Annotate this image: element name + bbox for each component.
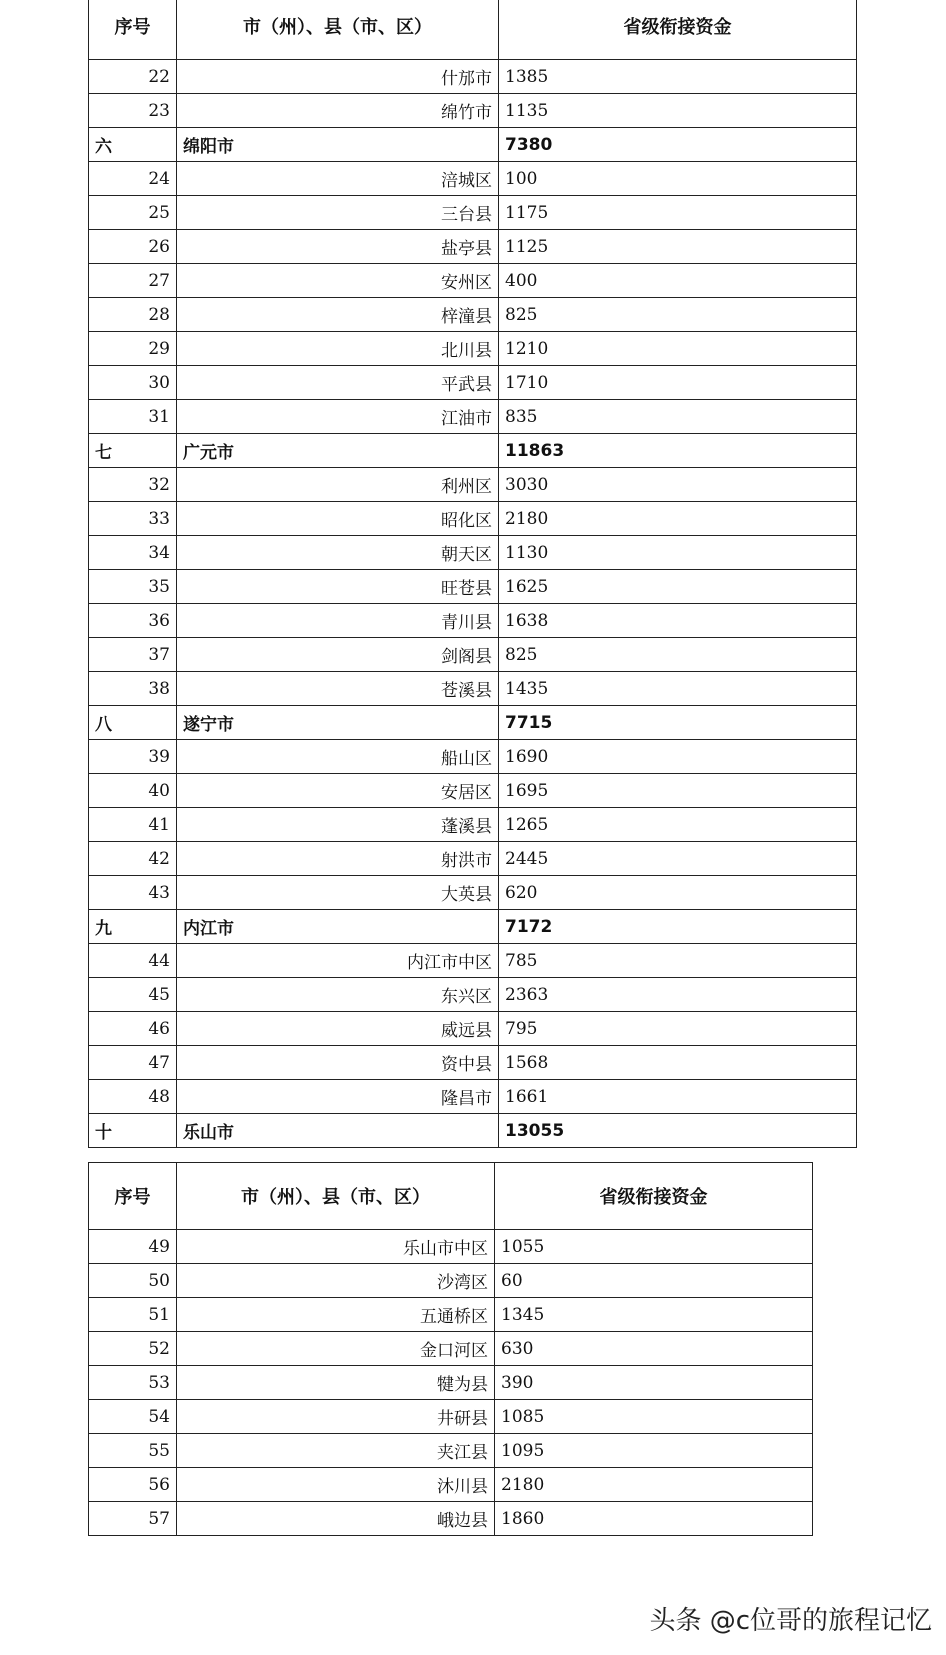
name-cell: 北川县 bbox=[177, 332, 499, 366]
name-cell: 梓潼县 bbox=[177, 298, 499, 332]
seq-cell: 54 bbox=[89, 1400, 177, 1434]
seq-cell: 56 bbox=[89, 1468, 177, 1502]
seq-cell: 50 bbox=[89, 1264, 177, 1298]
name-cell: 广元市 bbox=[177, 434, 499, 468]
name-cell: 隆昌市 bbox=[177, 1080, 499, 1114]
amount-cell: 13055 bbox=[499, 1114, 857, 1148]
name-cell: 遂宁市 bbox=[177, 706, 499, 740]
amount-cell: 1568 bbox=[499, 1046, 857, 1080]
seq-cell: 48 bbox=[89, 1080, 177, 1114]
seq-cell: 45 bbox=[89, 978, 177, 1012]
name-cell: 旺苍县 bbox=[177, 570, 499, 604]
table-row bbox=[89, 400, 857, 434]
header-name: 市（州）、县（市、区） bbox=[177, 0, 499, 60]
amount-cell: 1710 bbox=[499, 366, 857, 400]
seq-cell: 39 bbox=[89, 740, 177, 774]
amount-cell: 1085 bbox=[495, 1400, 813, 1434]
name-cell: 夹江县 bbox=[177, 1434, 495, 1468]
table-row bbox=[89, 570, 857, 604]
amount-cell: 825 bbox=[499, 638, 857, 672]
watermark: 头条 @c位哥的旅程记忆 bbox=[649, 1606, 932, 1636]
amount-cell: 2445 bbox=[499, 842, 857, 876]
table-row bbox=[89, 1264, 813, 1298]
seq-cell: 51 bbox=[89, 1298, 177, 1332]
table-row bbox=[89, 230, 857, 264]
amount-cell: 620 bbox=[499, 876, 857, 910]
seq-cell: 37 bbox=[89, 638, 177, 672]
amount-cell: 825 bbox=[499, 298, 857, 332]
table-row bbox=[89, 740, 857, 774]
name-cell: 东兴区 bbox=[177, 978, 499, 1012]
seq-cell: 46 bbox=[89, 1012, 177, 1046]
header-amount: 省级衔接资金 bbox=[499, 0, 857, 60]
seq-cell: 26 bbox=[89, 230, 177, 264]
amount-cell: 1345 bbox=[495, 1298, 813, 1332]
name-cell: 射洪市 bbox=[177, 842, 499, 876]
amount-cell: 1130 bbox=[499, 536, 857, 570]
name-cell: 三台县 bbox=[177, 196, 499, 230]
seq-cell: 29 bbox=[89, 332, 177, 366]
name-cell: 安居区 bbox=[177, 774, 499, 808]
name-cell: 安州区 bbox=[177, 264, 499, 298]
table-row bbox=[89, 978, 857, 1012]
table-row bbox=[89, 264, 857, 298]
seq-cell: 31 bbox=[89, 400, 177, 434]
name-cell: 船山区 bbox=[177, 740, 499, 774]
name-cell: 盐亭县 bbox=[177, 230, 499, 264]
city-subtotal-row bbox=[89, 128, 857, 162]
header-name: 市（州）、县（市、区） bbox=[177, 1163, 495, 1230]
name-cell: 昭化区 bbox=[177, 502, 499, 536]
amount-cell: 1690 bbox=[499, 740, 857, 774]
table-row bbox=[89, 1468, 813, 1502]
name-cell: 利州区 bbox=[177, 468, 499, 502]
header-seq: 序号 bbox=[89, 0, 177, 60]
table-row bbox=[89, 1502, 813, 1536]
table-row bbox=[89, 1080, 857, 1114]
seq-cell: 十 bbox=[89, 1114, 177, 1148]
amount-cell: 2180 bbox=[499, 502, 857, 536]
amount-cell: 400 bbox=[499, 264, 857, 298]
amount-cell: 1095 bbox=[495, 1434, 813, 1468]
name-cell: 乐山市 bbox=[177, 1114, 499, 1148]
name-cell: 犍为县 bbox=[177, 1366, 495, 1400]
table-row bbox=[89, 1366, 813, 1400]
amount-cell: 1135 bbox=[499, 94, 857, 128]
amount-cell: 7172 bbox=[499, 910, 857, 944]
table-row bbox=[89, 1332, 813, 1366]
amount-cell: 630 bbox=[495, 1332, 813, 1366]
name-cell: 剑阁县 bbox=[177, 638, 499, 672]
table-row bbox=[89, 366, 857, 400]
name-cell: 平武县 bbox=[177, 366, 499, 400]
seq-cell: 24 bbox=[89, 162, 177, 196]
name-cell: 内江市 bbox=[177, 910, 499, 944]
seq-cell: 43 bbox=[89, 876, 177, 910]
name-cell: 内江市中区 bbox=[177, 944, 499, 978]
table-row bbox=[89, 332, 857, 366]
table-row bbox=[89, 774, 857, 808]
seq-cell: 28 bbox=[89, 298, 177, 332]
name-cell: 五通桥区 bbox=[177, 1298, 495, 1332]
table-row bbox=[89, 468, 857, 502]
name-cell: 蓬溪县 bbox=[177, 808, 499, 842]
amount-cell: 1860 bbox=[495, 1502, 813, 1536]
table-row bbox=[89, 638, 857, 672]
funding-table-1 bbox=[88, 0, 857, 1148]
name-cell: 苍溪县 bbox=[177, 672, 499, 706]
seq-cell: 52 bbox=[89, 1332, 177, 1366]
amount-cell: 795 bbox=[499, 1012, 857, 1046]
amount-cell: 3030 bbox=[499, 468, 857, 502]
seq-cell: 27 bbox=[89, 264, 177, 298]
table-row bbox=[89, 502, 857, 536]
amount-cell: 60 bbox=[495, 1264, 813, 1298]
table-row bbox=[89, 1046, 857, 1080]
seq-cell: 40 bbox=[89, 774, 177, 808]
name-cell: 乐山市中区 bbox=[177, 1230, 495, 1264]
seq-cell: 八 bbox=[89, 706, 177, 740]
amount-cell: 11863 bbox=[499, 434, 857, 468]
name-cell: 什邡市 bbox=[177, 60, 499, 94]
seq-cell: 34 bbox=[89, 536, 177, 570]
amount-cell: 1125 bbox=[499, 230, 857, 264]
table-row bbox=[89, 1298, 813, 1332]
amount-cell: 1661 bbox=[499, 1080, 857, 1114]
name-cell: 青川县 bbox=[177, 604, 499, 638]
name-cell: 朝天区 bbox=[177, 536, 499, 570]
amount-cell: 785 bbox=[499, 944, 857, 978]
table-row bbox=[89, 1400, 813, 1434]
amount-cell: 1435 bbox=[499, 672, 857, 706]
city-subtotal-row bbox=[89, 910, 857, 944]
amount-cell: 100 bbox=[499, 162, 857, 196]
amount-cell: 2180 bbox=[495, 1468, 813, 1502]
seq-cell: 57 bbox=[89, 1502, 177, 1536]
amount-cell: 1265 bbox=[499, 808, 857, 842]
seq-cell: 六 bbox=[89, 128, 177, 162]
amount-cell: 1055 bbox=[495, 1230, 813, 1264]
table-row bbox=[89, 536, 857, 570]
amount-cell: 1385 bbox=[499, 60, 857, 94]
seq-cell: 25 bbox=[89, 196, 177, 230]
seq-cell: 55 bbox=[89, 1434, 177, 1468]
seq-cell: 35 bbox=[89, 570, 177, 604]
name-cell: 大英县 bbox=[177, 876, 499, 910]
header-amount: 省级衔接资金 bbox=[495, 1163, 813, 1230]
seq-cell: 36 bbox=[89, 604, 177, 638]
table-row bbox=[89, 1230, 813, 1264]
city-subtotal-row bbox=[89, 1114, 857, 1148]
funding-table-2 bbox=[88, 1162, 813, 1536]
seq-cell: 23 bbox=[89, 94, 177, 128]
name-cell: 井研县 bbox=[177, 1400, 495, 1434]
seq-cell: 38 bbox=[89, 672, 177, 706]
amount-cell: 1695 bbox=[499, 774, 857, 808]
seq-cell: 七 bbox=[89, 434, 177, 468]
seq-cell: 42 bbox=[89, 842, 177, 876]
table-row bbox=[89, 944, 857, 978]
amount-cell: 7715 bbox=[499, 706, 857, 740]
name-cell: 沐川县 bbox=[177, 1468, 495, 1502]
table-row bbox=[89, 196, 857, 230]
amount-cell: 2363 bbox=[499, 978, 857, 1012]
amount-cell: 1625 bbox=[499, 570, 857, 604]
table-row bbox=[89, 1434, 813, 1468]
table-row bbox=[89, 842, 857, 876]
name-cell: 涪城区 bbox=[177, 162, 499, 196]
seq-cell: 53 bbox=[89, 1366, 177, 1400]
table-row bbox=[89, 672, 857, 706]
table-row bbox=[89, 604, 857, 638]
amount-cell: 7380 bbox=[499, 128, 857, 162]
table-row bbox=[89, 94, 857, 128]
table-row bbox=[89, 162, 857, 196]
table-row bbox=[89, 1012, 857, 1046]
amount-cell: 835 bbox=[499, 400, 857, 434]
header-seq: 序号 bbox=[89, 1163, 177, 1230]
seq-cell: 22 bbox=[89, 60, 177, 94]
seq-cell: 49 bbox=[89, 1230, 177, 1264]
seq-cell: 九 bbox=[89, 910, 177, 944]
table-row bbox=[89, 298, 857, 332]
amount-cell: 1175 bbox=[499, 196, 857, 230]
name-cell: 绵阳市 bbox=[177, 128, 499, 162]
name-cell: 资中县 bbox=[177, 1046, 499, 1080]
seq-cell: 47 bbox=[89, 1046, 177, 1080]
name-cell: 江油市 bbox=[177, 400, 499, 434]
city-subtotal-row bbox=[89, 434, 857, 468]
city-subtotal-row bbox=[89, 706, 857, 740]
name-cell: 沙湾区 bbox=[177, 1264, 495, 1298]
table-row bbox=[89, 876, 857, 910]
seq-cell: 33 bbox=[89, 502, 177, 536]
amount-cell: 1638 bbox=[499, 604, 857, 638]
name-cell: 金口河区 bbox=[177, 1332, 495, 1366]
name-cell: 绵竹市 bbox=[177, 94, 499, 128]
amount-cell: 1210 bbox=[499, 332, 857, 366]
seq-cell: 41 bbox=[89, 808, 177, 842]
amount-cell: 390 bbox=[495, 1366, 813, 1400]
table-row bbox=[89, 808, 857, 842]
name-cell: 威远县 bbox=[177, 1012, 499, 1046]
seq-cell: 32 bbox=[89, 468, 177, 502]
table-row bbox=[89, 60, 857, 94]
seq-cell: 44 bbox=[89, 944, 177, 978]
seq-cell: 30 bbox=[89, 366, 177, 400]
name-cell: 峨边县 bbox=[177, 1502, 495, 1536]
